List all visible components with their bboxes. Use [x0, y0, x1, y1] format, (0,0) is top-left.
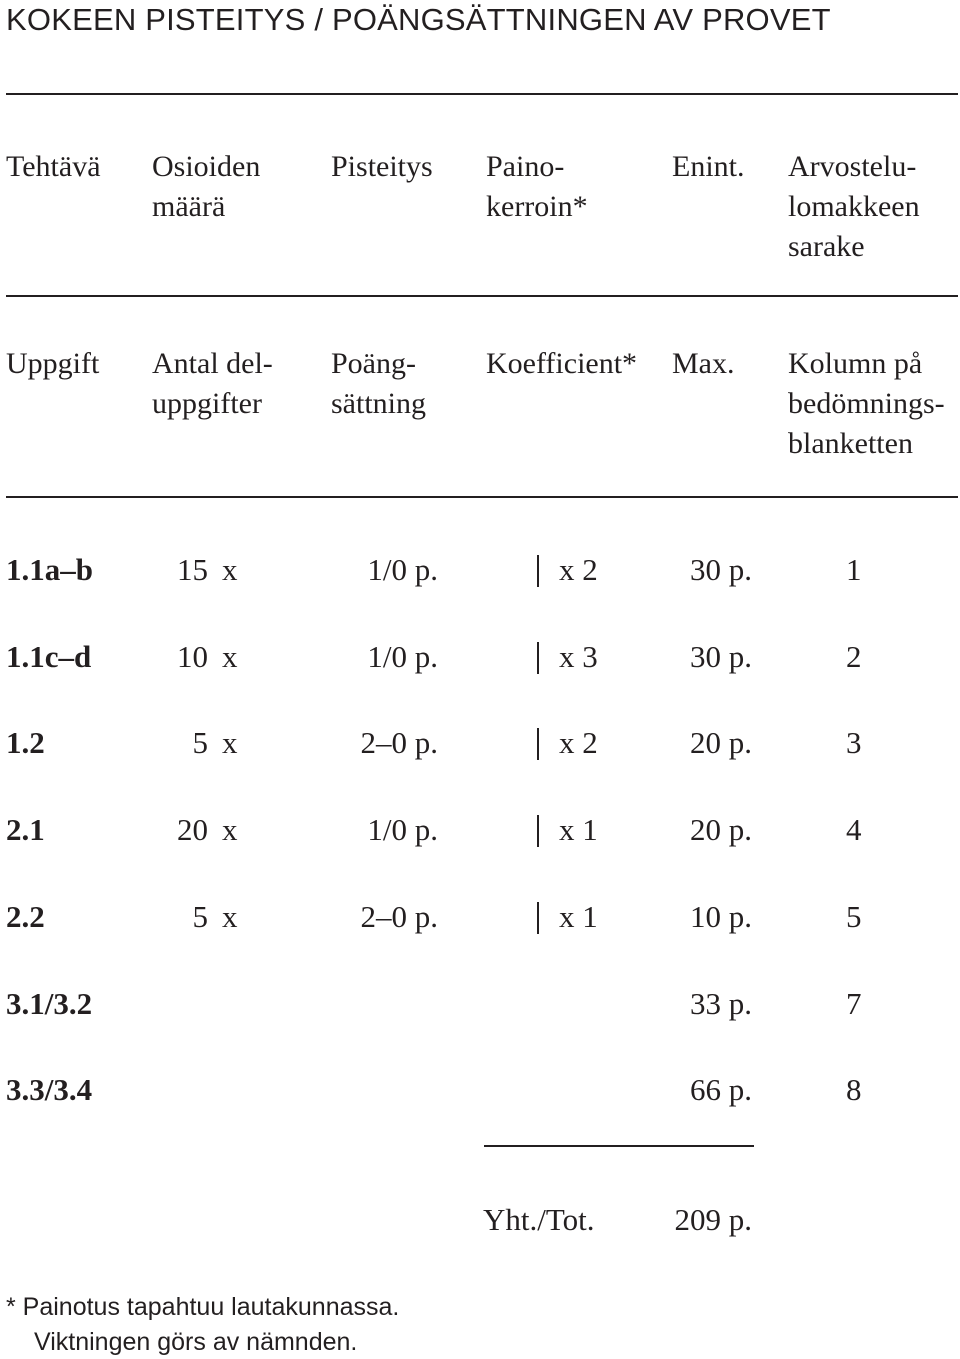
total-value: 209 p.	[674, 1202, 752, 1237]
top-rule	[6, 93, 958, 95]
header-fi-parts: Osioiden määrä	[152, 150, 261, 223]
weight-separator-bar	[537, 642, 539, 674]
header-sv-column: Kolumn på bedömnings- blanketten	[788, 347, 945, 460]
row-task: 1.1a–b	[6, 552, 93, 587]
row-column: 3	[846, 725, 862, 760]
header-sv-parts: Antal del- uppgifter	[152, 347, 273, 420]
row-task: 1.1c–d	[6, 639, 92, 674]
row-points: 2–0 p.	[360, 725, 438, 760]
row-times: x	[222, 899, 238, 934]
weight-separator-bar	[537, 815, 539, 847]
row-count: 5	[192, 725, 208, 760]
header-fi-weight: Paino- kerroin*	[486, 150, 588, 223]
row-column: 2	[846, 639, 862, 674]
row-count: 20	[177, 812, 208, 847]
row-count: 5	[192, 899, 208, 934]
middle-rule	[6, 295, 958, 297]
footnote-line-2: Viktningen görs av nämnden.	[34, 1328, 358, 1356]
row-max: 20 p.	[690, 725, 752, 760]
row-count: 10	[177, 639, 208, 674]
header-fi-scoring: Pisteitys	[331, 150, 433, 183]
footnote-line-1: * Painotus tapahtuu lautakunnassa.	[6, 1293, 400, 1321]
row-task: 2.2	[6, 899, 45, 934]
weight-separator-bar	[537, 902, 539, 934]
row-weight: x 1	[559, 899, 598, 934]
row-column: 8	[846, 1072, 862, 1107]
header-sv-task: Uppgift	[6, 347, 100, 380]
total-label: Yht./Tot.	[483, 1202, 595, 1237]
row-times: x	[222, 552, 238, 587]
row-task: 1.2	[6, 725, 45, 760]
row-max: 33 p.	[690, 986, 752, 1021]
header-sv-scoring: Poäng- sättning	[331, 347, 426, 420]
row-weight: x 3	[559, 639, 598, 674]
row-column: 4	[846, 812, 862, 847]
row-task: 3.1/3.2	[6, 986, 93, 1021]
row-weight: x 2	[559, 552, 598, 587]
weight-separator-bar	[537, 728, 539, 760]
row-times: x	[222, 812, 238, 847]
total-rule	[484, 1145, 754, 1147]
weight-separator-bar	[537, 555, 539, 587]
header-fi-max: Enint.	[672, 150, 745, 183]
row-max: 30 p.	[690, 639, 752, 674]
header-fi-column: Arvostelu- lomakkeen sarake	[788, 150, 920, 263]
row-max: 10 p.	[690, 899, 752, 934]
header-fi-task: Tehtävä	[6, 150, 101, 183]
header-sv-weight: Koefficient*	[486, 347, 638, 380]
row-points: 1/0 p.	[367, 812, 438, 847]
row-column: 7	[846, 986, 862, 1021]
row-points: 2–0 p.	[360, 899, 438, 934]
row-count: 15	[177, 552, 208, 587]
row-times: x	[222, 639, 238, 674]
row-max: 30 p.	[690, 552, 752, 587]
row-weight: x 1	[559, 812, 598, 847]
row-task: 3.3/3.4	[6, 1072, 93, 1107]
row-times: x	[222, 725, 238, 760]
row-column: 1	[846, 552, 862, 587]
header-bottom-rule	[6, 496, 958, 498]
page-title: KOKEEN PISTEITYS / POÄNGSÄTTNINGEN AV PROVET	[6, 2, 831, 37]
row-weight: x 2	[559, 725, 598, 760]
row-column: 5	[846, 899, 862, 934]
header-sv-max: Max.	[672, 347, 735, 380]
row-points: 1/0 p.	[367, 639, 438, 674]
row-max: 20 p.	[690, 812, 752, 847]
row-task: 2.1	[6, 812, 45, 847]
row-points: 1/0 p.	[367, 552, 438, 587]
row-max: 66 p.	[690, 1072, 752, 1107]
